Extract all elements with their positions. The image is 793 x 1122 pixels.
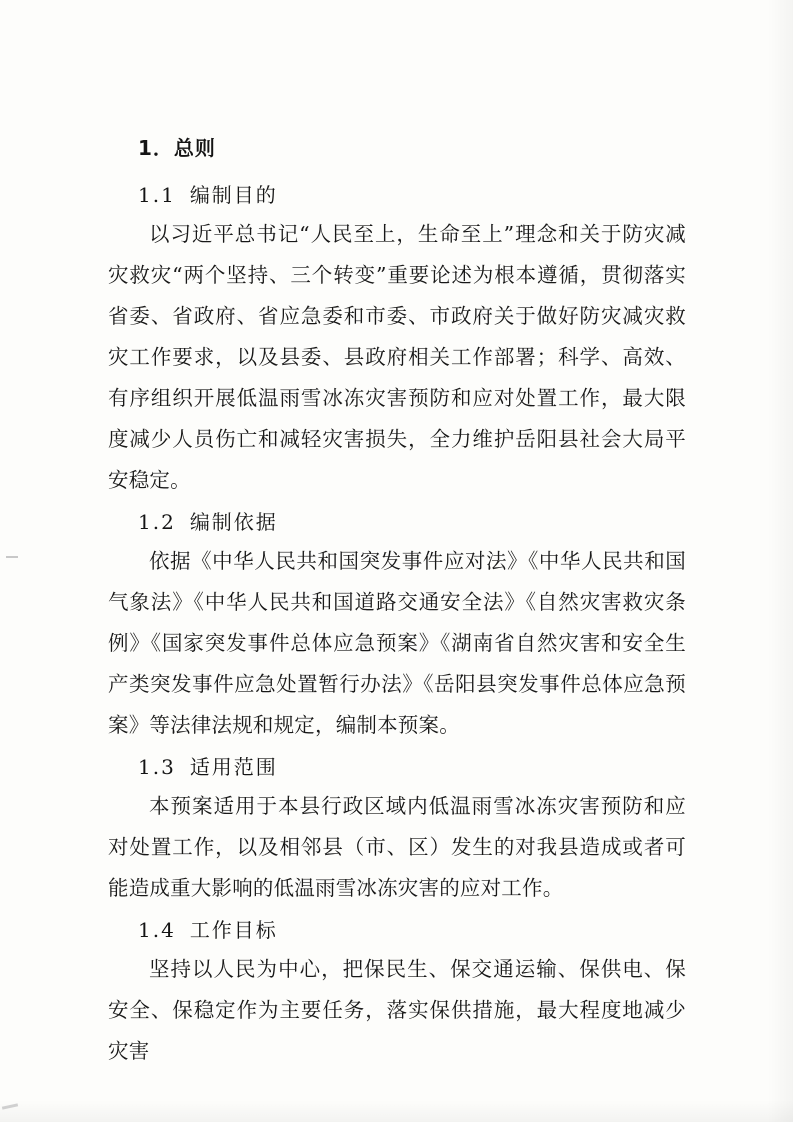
section-heading: 1．总则 [138,136,216,160]
subsection-title-1-3: 适用范围 [189,755,278,779]
paragraph: 以习近平总书记“人民至上，生命至上”理念和关于防灾减灾救灾“两个坚持、三个转变”重要论述为根本遵循，贯彻落实省委、省政府、省应急委和市委、市政府关于做好防灾减灾救灾工作要求，以及县委、县政府相关工作部署；科学、高效、有序组织开展低温雨雪冰冻灾害预防和应对处置工作，最大限度减少人员伤亡和减轻灾害损失，全力维护岳阳县社会大局平安稳定。 [108,222,686,492]
page-right-shadow [767,0,793,1122]
subsection-heading-1-1 [108,179,686,208]
subsection-number-1-3: 1.3 [138,755,176,779]
subsection-number-1-2: 1.2 [138,510,176,534]
subsection-1-3 [108,751,686,909]
subsection-title-1-2: 编制依据 [189,510,278,534]
subsection-title-1-1: 编制目的 [189,183,278,207]
subsection-title-1-4: 工作目标 [189,918,278,942]
paragraph: 依据《中华人民共和国突发事件应对法》《中华人民共和国气象法》《中华人民共和国道路交通安全法》《自然灾害救灾条例》《国家突发事件总体应急预案》《湖南省自然灾害和安全生产类突发事件应急处置暂行办法》《岳阳县突发事件总体应急预案》等法律法规和规定，编制本预案。 [108,549,686,737]
paragraph: 本预案适用于本县行政区域内低温雨雪冰冻灾害预防和应对处置工作，以及相邻县（市、区）发生的对我县造成或者可能造成重大影响的低温雨雪冰冻灾害的应对工作。 [108,794,686,900]
subsection-heading-1-2 [108,506,686,535]
subsection-heading-1-4 [108,914,686,943]
page-edge-mark [6,556,18,558]
page-bottom-shadow [0,1100,793,1122]
document-body [108,132,686,1077]
subsection-number-1-4: 1.4 [138,918,176,942]
subsection-1-4 [108,914,686,1072]
subsection-number-1-1: 1.1 [138,183,176,207]
subsection-1-2 [108,506,686,746]
subsection-1-1 [108,179,686,501]
page-corner-mark [2,1103,18,1109]
subsection-heading-1-3 [108,751,686,780]
paragraph: 坚持以人民为中心，把保民生、保交通运输、保供电、保安全、保稳定作为主要任务，落实保供措施，最大程度地减少灾害 [108,957,686,1063]
